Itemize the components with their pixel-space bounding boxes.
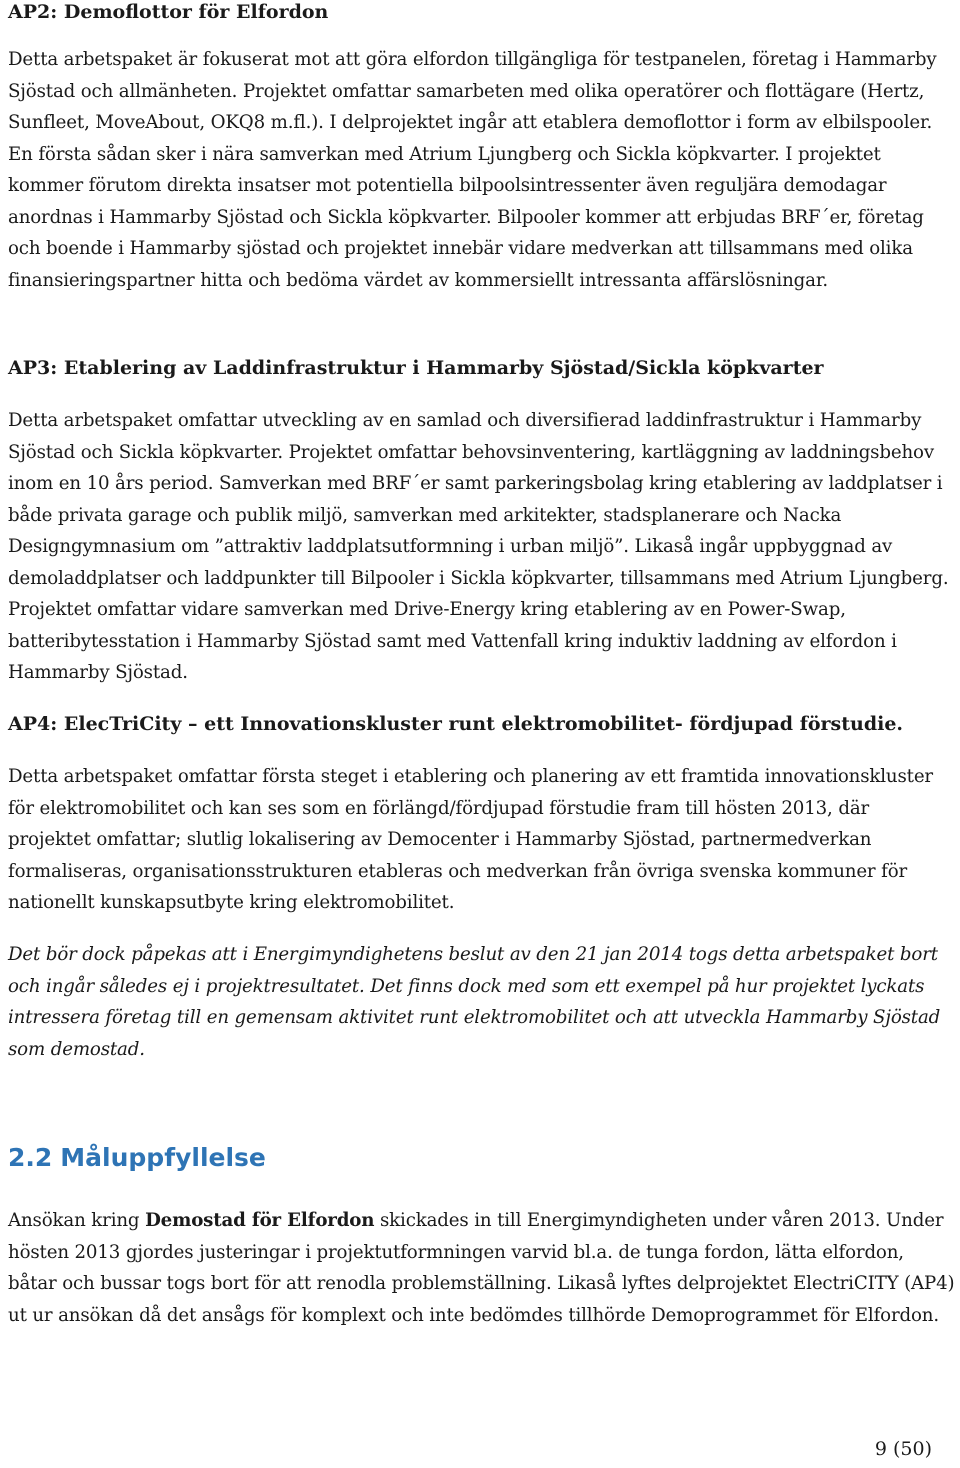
ap2-heading: AP2: Demoflottor för Elfordon [8,1,329,23]
section-title: Måluppfyllelse [60,1143,266,1172]
ap3-body: Detta arbetspaket omfattar utveckling av en samlad och diversifierad laddinfrastruktur i Hammarby Sjöstad och Sickla köpkvarter. Projektet omfattar behovsinventering, kartläggning av laddningsbehov inom en 10 års period. Samverkan med BRF´er samt parkeringsbolag kring etablering av laddplatser i både privata garage och publik miljö, samverkan med arkitekter, stadsplanerare och Nacka Designgymnasium om ”attraktiv laddplatsutformning i urban miljö”. Likaså ingår uppbyggnad av demoladdplatser och laddpunkter till Bilpooler i Sickla köpkvarter, tillsammans med Atrium Ljungberg. Projektet omfattar vidare samverkan med Drive-Energy kring etablering av en Power-Swap, batteribytesstation i Hammarby Sjöstad samt med Vattenfall kring induktiv laddning av elfordon i Hammarby Sjöstad. [8,410,949,683]
section-body-block [8,1205,956,1331]
ap4-note-block [8,939,956,1065]
ap4-heading: AP4: ElecTriCity – ett Innovationskluster runt elektromobilitet- fördjupad förstudie. [8,713,904,735]
section-intro-after: skickades in till Energimyndigheten under våren 2013. Under hösten 2013 gjordes justeringar i projektutformningen varvid bl.a. de tunga fordon, lätta elfordon, båtar och bussar togs bort för att renodla problemställning. Likaså lyftes delprojektet ElectriCITY (AP4) ut ur ansökan då det ansågs för komplext och inte bedömdes tillhörde Demoprogrammet för Elfordon. [8,1210,955,1326]
section-heading [8,1142,266,1174]
section-number: 2.2 [8,1143,53,1172]
ap4-body-block [8,761,956,919]
ap2-section [8,0,956,24]
ap3-heading: AP3: Etablering av Laddinfrastruktur i Hammarby Sjöstad/Sickla köpkvarter [8,357,824,379]
section-intro-before: Ansökan kring [8,1210,146,1231]
ap4-body: Detta arbetspaket omfattar första steget i etablering och planering av ett framtida innovationskluster för elektromobilitet och kan ses som en förlängd/fördjupad förstudie fram till hösten 2013, där projektet omfattar; slutlig lokalisering av Democenter i Hammarby Sjöstad, partnermedverkan formaliseras, organisationsstrukturen etableras och medverkan från övriga svenska kommuner för nationellt kunskapsutbyte kring elektromobilitet. [8,766,933,913]
page-number: 9 (50) [874,1438,932,1460]
section-intro-bold: Demostad för Elfordon [145,1210,375,1231]
ap3-body-block [8,405,956,689]
ap4-section [8,712,956,736]
ap2-body-block [8,44,956,296]
section-intro [8,1205,956,1331]
ap2-body: Detta arbetspaket är fokuserat mot att göra elfordon tillgängliga för testpanelen, företag i Hammarby Sjöstad och allmänheten. Projektet omfattar samarbeten med olika operatörer och flottägare (Hertz, Sunfleet, MoveAbout, OKQ8 m.fl.). I delprojektet ingår att etablera demoflottor i form av elbilspooler. En första sådan sker i nära samverkan med Atrium Ljungberg och Sickla köpkvarter. I projektet kommer förutom direkta insatser mot potentiella bilpoolsintressenter även reguljära demodagar anordnas i Hammarby Sjöstad och Sickla köpkvarter. Bilpooler kommer att erbjudas BRF´er, företag och boende i Hammarby sjöstad och projektet innebär vidare medverkan att tillsammans med olika finansieringspartner hitta och bedöma värdet av kommersiellt intressanta affärslösningar. [8,49,937,291]
ap3-section [8,356,956,380]
ap4-note: Det bör dock påpekas att i Energimyndighetens beslut av den 21 jan 2014 togs detta arbetspaket bort och ingår således ej i projektresultatet. Det finns dock med som ett exempel på hur projektet lyckats intressera företag till en gemensam aktivitet runt elektromobilitet och att utveckla Hammarby Sjöstad som demostad. [8,944,941,1060]
